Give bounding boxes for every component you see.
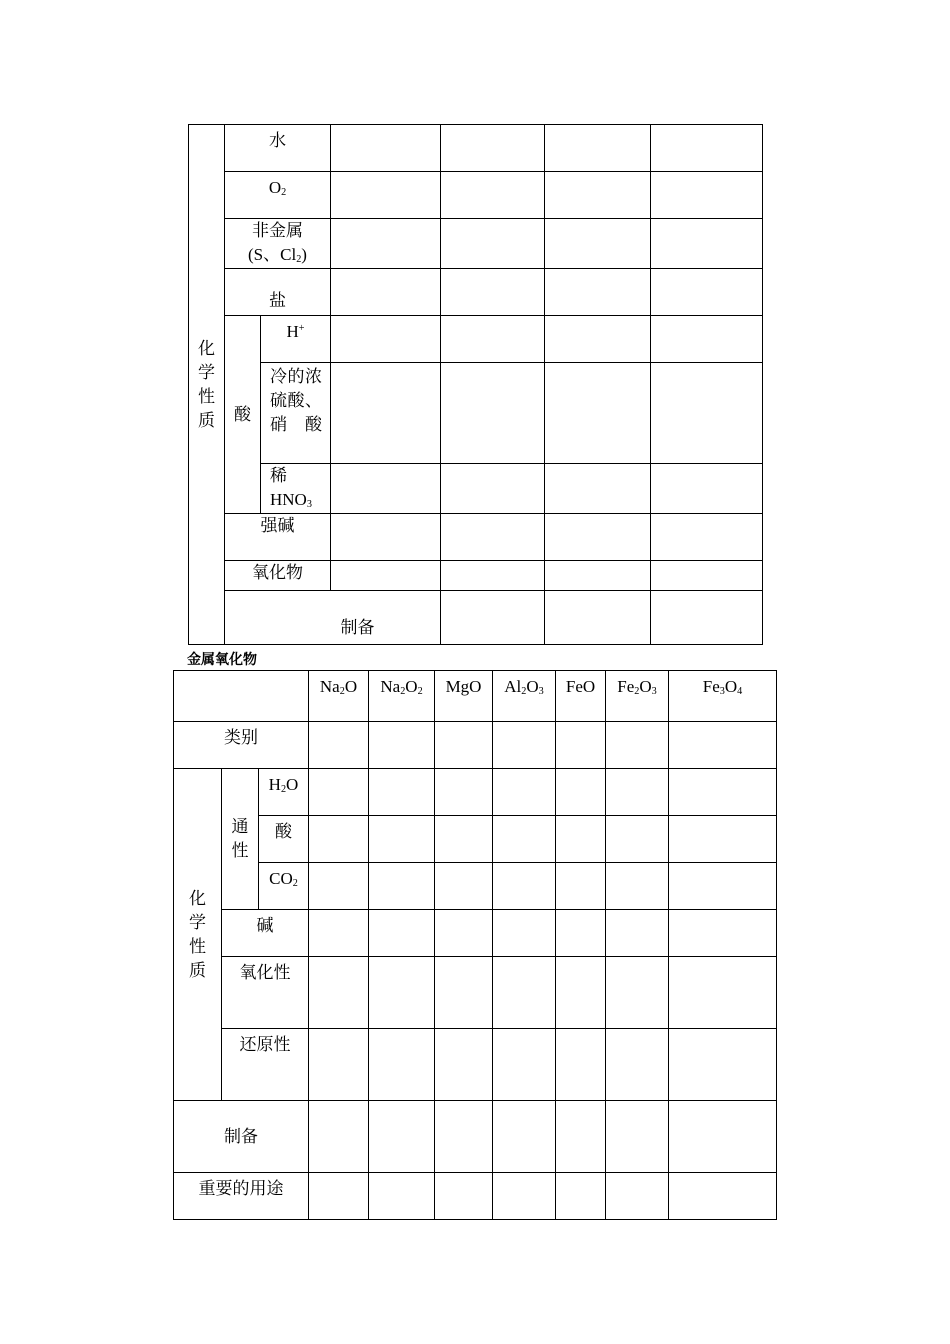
table-cell bbox=[669, 722, 777, 769]
column-header-fe3o4: $Fe_3O_4$ bbox=[669, 671, 777, 722]
row-label-nonmetal: 非金属 (S、$Cl_2$) bbox=[225, 219, 331, 269]
table-cell bbox=[556, 957, 606, 1029]
table-cell bbox=[435, 816, 493, 863]
table-cell bbox=[331, 316, 441, 363]
table-cell bbox=[435, 910, 493, 957]
table-cell bbox=[309, 769, 369, 816]
column-header-mgo: MgO bbox=[435, 671, 493, 722]
table-cell bbox=[545, 561, 651, 591]
table-cell bbox=[651, 316, 763, 363]
row-label-o2: $O_2$ bbox=[225, 172, 331, 219]
table-cell bbox=[331, 172, 441, 219]
row-label-important-uses: 重要的用途 bbox=[174, 1173, 309, 1220]
table-cell bbox=[435, 863, 493, 910]
table-cell bbox=[369, 910, 435, 957]
table-cell bbox=[651, 591, 763, 645]
table-cell bbox=[669, 1101, 777, 1173]
column-header-na2o: $Na_2O$ bbox=[309, 671, 369, 722]
table-cell bbox=[309, 863, 369, 910]
table-cell bbox=[493, 722, 556, 769]
table-cell bbox=[369, 816, 435, 863]
table-cell bbox=[331, 363, 441, 464]
section-label-chemical-properties: 化学性质 bbox=[189, 125, 225, 645]
row-label-preparation: 制备 bbox=[174, 1101, 309, 1173]
table-cell bbox=[435, 957, 493, 1029]
table-cell bbox=[556, 863, 606, 910]
table-cell bbox=[606, 1029, 669, 1101]
table-cell bbox=[651, 464, 763, 514]
table-cell bbox=[545, 269, 651, 316]
table-cell bbox=[441, 172, 545, 219]
column-header-feo: FeO bbox=[556, 671, 606, 722]
table-cell bbox=[369, 863, 435, 910]
row-label-h2o: $H_2O$ bbox=[259, 769, 309, 816]
table-cell bbox=[309, 816, 369, 863]
table-cell bbox=[545, 514, 651, 561]
table-cell bbox=[669, 863, 777, 910]
table-cell bbox=[556, 816, 606, 863]
table-cell bbox=[669, 816, 777, 863]
table-cell bbox=[606, 816, 669, 863]
table-cell bbox=[309, 1101, 369, 1173]
table-cell bbox=[441, 464, 545, 514]
table-cell bbox=[493, 863, 556, 910]
table-cell bbox=[556, 1101, 606, 1173]
table-cell bbox=[651, 269, 763, 316]
table-cell bbox=[493, 1029, 556, 1101]
table-cell bbox=[493, 957, 556, 1029]
table-cell bbox=[309, 1029, 369, 1101]
table-cell bbox=[369, 1029, 435, 1101]
table-cell bbox=[435, 1173, 493, 1220]
table-cell bbox=[545, 172, 651, 219]
table-cell bbox=[606, 769, 669, 816]
header-corner bbox=[174, 671, 309, 722]
table-cell bbox=[606, 722, 669, 769]
row-label-general-properties: 通性 bbox=[222, 769, 259, 910]
table-cell bbox=[556, 910, 606, 957]
table-cell bbox=[669, 769, 777, 816]
table-cell bbox=[651, 363, 763, 464]
table-cell bbox=[331, 125, 441, 172]
table-properties-1 bbox=[188, 124, 763, 645]
row-label-base: 碱 bbox=[222, 910, 309, 957]
row-label-cold-concentrated-acid: 冷的浓硫酸、硝酸 bbox=[261, 363, 331, 464]
table-cell bbox=[331, 219, 441, 269]
table-cell bbox=[545, 363, 651, 464]
column-header-na2o2: $Na_2O_2$ bbox=[369, 671, 435, 722]
table-cell bbox=[651, 172, 763, 219]
table-cell bbox=[669, 957, 777, 1029]
table-cell bbox=[606, 1101, 669, 1173]
table-cell bbox=[493, 769, 556, 816]
table-cell bbox=[493, 816, 556, 863]
table-caption-metal-oxides: 金属氧化物 bbox=[187, 651, 257, 667]
table-cell bbox=[545, 316, 651, 363]
table-cell bbox=[441, 269, 545, 316]
table-cell bbox=[545, 125, 651, 172]
row-label-strong-base: 强碱 bbox=[225, 514, 331, 561]
table-cell bbox=[556, 769, 606, 816]
table-cell bbox=[331, 464, 441, 514]
table-cell bbox=[441, 316, 545, 363]
table-cell bbox=[369, 1173, 435, 1220]
table-cell bbox=[441, 591, 545, 645]
table-cell bbox=[493, 910, 556, 957]
table-cell bbox=[669, 1173, 777, 1220]
table-cell bbox=[435, 1029, 493, 1101]
column-header-fe2o3: $Fe_2O_3$ bbox=[606, 671, 669, 722]
row-label-acid: 酸 bbox=[259, 816, 309, 863]
table-cell bbox=[669, 910, 777, 957]
row-label-preparation: 制备 bbox=[225, 591, 441, 645]
table-cell bbox=[435, 769, 493, 816]
table-cell bbox=[309, 957, 369, 1029]
row-label-water: 水 bbox=[225, 125, 331, 172]
table-cell bbox=[493, 1101, 556, 1173]
table-cell bbox=[441, 219, 545, 269]
table-cell bbox=[545, 464, 651, 514]
table-cell bbox=[309, 1173, 369, 1220]
row-label-oxide: 氧化物 bbox=[225, 561, 331, 591]
row-label-category: 类别 bbox=[174, 722, 309, 769]
table-cell bbox=[669, 1029, 777, 1101]
table-cell bbox=[441, 125, 545, 172]
row-label-co2: $CO_2$ bbox=[259, 863, 309, 910]
table-cell bbox=[493, 1173, 556, 1220]
table-cell bbox=[651, 561, 763, 591]
table-cell bbox=[556, 1029, 606, 1101]
section-label-chemical-properties: 化学性质 bbox=[174, 769, 222, 1101]
row-label-oxidizing: 氧化性 bbox=[222, 957, 309, 1029]
table-cell bbox=[606, 1173, 669, 1220]
table-cell bbox=[556, 1173, 606, 1220]
table-cell bbox=[309, 722, 369, 769]
table-cell bbox=[606, 863, 669, 910]
table-cell bbox=[606, 910, 669, 957]
table-cell bbox=[545, 219, 651, 269]
table-cell bbox=[435, 1101, 493, 1173]
table-metal-oxides bbox=[173, 670, 777, 1220]
table-cell bbox=[441, 514, 545, 561]
table-cell bbox=[441, 363, 545, 464]
row-label-salt: 盐 bbox=[225, 269, 331, 316]
row-label-dilute-hno3: 稀 $HNO_3$ bbox=[261, 464, 331, 514]
table-cell bbox=[369, 1101, 435, 1173]
table-cell bbox=[606, 957, 669, 1029]
table-cell bbox=[556, 722, 606, 769]
table-cell bbox=[651, 514, 763, 561]
table-cell bbox=[369, 722, 435, 769]
row-label-acid: 酸 bbox=[225, 316, 261, 514]
table-cell bbox=[435, 722, 493, 769]
column-header-al2o3: $Al_2O_3$ bbox=[493, 671, 556, 722]
table-cell bbox=[369, 957, 435, 1029]
table-cell bbox=[331, 269, 441, 316]
row-label-reducing: 还原性 bbox=[222, 1029, 309, 1101]
table-cell bbox=[309, 910, 369, 957]
table-cell bbox=[441, 561, 545, 591]
table-cell bbox=[331, 561, 441, 591]
table-cell bbox=[545, 591, 651, 645]
table-cell bbox=[651, 219, 763, 269]
row-label-h-plus: H+ bbox=[261, 316, 331, 363]
table-cell bbox=[369, 769, 435, 816]
table-cell bbox=[331, 514, 441, 561]
table-cell bbox=[651, 125, 763, 172]
